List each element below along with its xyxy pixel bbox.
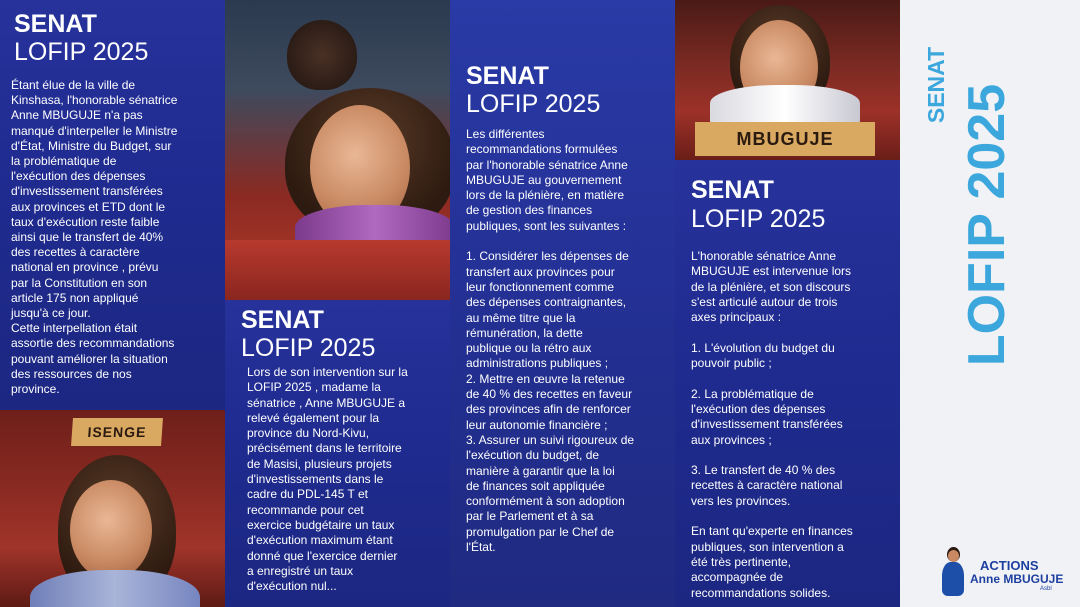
panel-2	[225, 300, 450, 607]
vertical-senat: SENAT	[923, 46, 949, 124]
logo-name-text: Anne MBUGUJE	[970, 572, 1064, 586]
photo-senator-bottom-left	[0, 410, 225, 607]
panel-4-lofip-heading: LOFIP 2025	[691, 205, 826, 233]
panel-2-lofip-heading: LOFIP 2025	[241, 334, 376, 362]
vertical-title-area	[900, 0, 1080, 607]
logo-actions-text: ACTIONS	[980, 558, 1039, 573]
desk-shape	[225, 240, 450, 300]
panel-2-senat-heading: SENAT	[241, 306, 324, 334]
panel-3-senat-heading: SENAT	[466, 62, 549, 90]
panel-3-text: Les différentes recommandations formulées par l'honorable sénatrice Anne MBUGUJE au gouvernement lors de la plénière, en matière de gestion des finances publiques, sont les suivantes : 1. Considérer les dépenses de transfert aux provinces pour leur fonctionnement comme des dépenses contraignantes, au même titre que la rémunération, la dette publique ou la rétro aux administrations publiques ; 2. Mettre en œuvre la retenue de 40 % des recettes en faveur des provinces afin de renforcer leur autonomie financière ; 3. Assurer un suivi rigoureux de l'exécution du budget, de manière à garantir que la loi de finances soit appliquée conformément à son adoption par le Parlement et à sa promulgation par le Chef de l'État.	[466, 127, 635, 555]
clothing-shape	[710, 85, 860, 125]
panel-1	[0, 0, 225, 410]
logo-sub-text: Asbl	[1040, 586, 1052, 592]
vertical-lofip: LOFIP 2025	[958, 83, 1016, 367]
panel-1-senat-heading: SENAT	[14, 10, 97, 38]
clothing-shape	[30, 570, 200, 607]
panel-1-lofip-heading: LOFIP 2025	[14, 38, 149, 66]
photo-senator-top-right	[675, 0, 900, 160]
photo-senator-top-middle	[225, 0, 450, 300]
panel-4	[675, 160, 900, 607]
panel-4-text: L'honorable sénatrice Anne MBUGUJE est intervenue lors de la plénière, et son discours s'est articulé autour de trois axes principaux : 1. L'évolution du budget du pouvoir public ; 2. La problématique de l'exécution des dépenses d'investissement transférées aux provinces ; 3. Le transfert de 40 % des recettes à caractère national vers les provinces. En tant qu'experte en finances publiques, son intervention a été très pertinente, accompagnée de recommandations solides.	[691, 249, 853, 600]
face-shape	[70, 480, 152, 580]
panel-4-senat-heading: SENAT	[691, 176, 774, 204]
panel-1-text: Étant élue de la ville de Kinshasa, l'honorable sénatrice Anne MBUGUJE n'a pas manqué d'interpeller le Ministre d'État, Ministre du Budget, sur la problématique de l'exécution des dépenses d'investissement transférées aux provinces et ETD dont le taux d'exécution reste faible ainsi que le transfert de 40% des recettes à caractère national en province , prévu par la Constitution en son article 175 non appliqué jusqu'à ce jour. Cette interpellation était assortie des recommandations pouvant améliorer la situation des ressources de nos province.	[11, 78, 178, 397]
panel-2-text: Lors de son intervention sur la LOFIP 2025 , madame la sénatrice , Anne MBUGUJE a relevé également pour la province du Nord-Kivu, précisément dans le territoire de Masisi, plusieurs projets d'investissements dans le cadre du PDL-145 T et recommande pour cet exercice budgétaire un taux d'exécution maximum étant donné que l'exercice dernier a enregistré un taux d'exécution nul...	[247, 365, 408, 594]
nameplate-mbuguje: MBUGUJE	[695, 122, 875, 156]
panel-3-lofip-heading: LOFIP 2025	[466, 90, 601, 118]
panel-3	[450, 0, 675, 607]
logo-person-icon	[940, 547, 966, 597]
background-person-shape	[287, 20, 357, 90]
nameplate-isenge: ISENGE	[71, 418, 163, 446]
actions-logo	[940, 545, 1080, 601]
